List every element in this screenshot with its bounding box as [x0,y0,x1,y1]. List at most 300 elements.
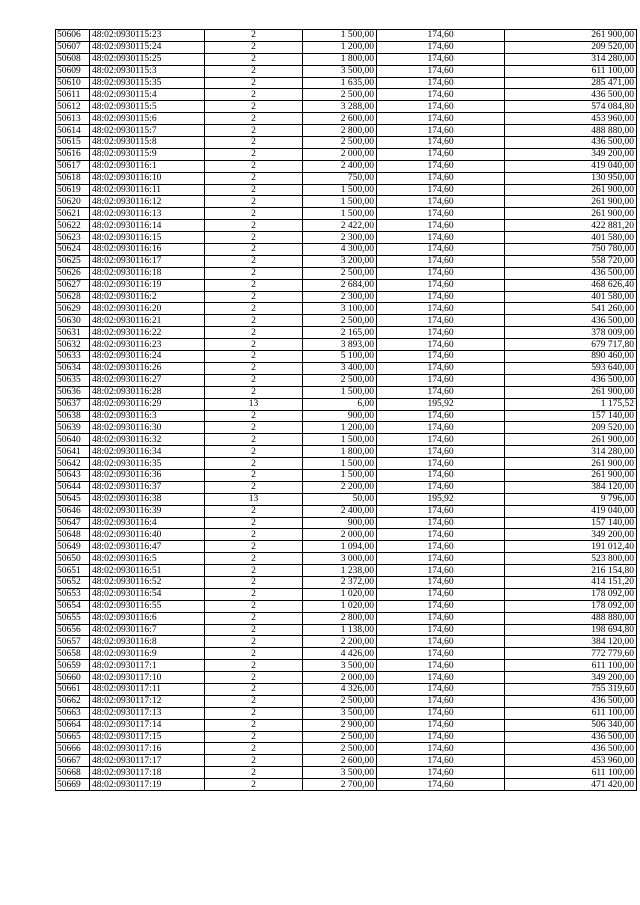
cadastral-number-cell: 48:02:0930115:24 [90,41,205,53]
table-row [56,565,637,577]
cadastral-value-cell: 419 040,00 [505,505,637,517]
specific-value-cell: 174,60 [377,220,505,232]
cadastral-value-cell: 436 500,00 [505,695,637,707]
area-cell: 1 500,00 [303,386,377,398]
area-cell: 900,00 [303,410,377,422]
cadastral-value-cell: 209 520,00 [505,422,637,434]
category-cell: 2 [205,755,303,767]
cadastral-value-cell: 349 200,00 [505,148,637,160]
table-row [56,148,637,160]
area-cell: 3 000,00 [303,553,377,565]
row-number-cell: 50661 [56,683,90,695]
table-row [56,255,637,267]
cadastral-number-cell: 48:02:0930116:15 [90,232,205,244]
row-number-cell: 50653 [56,588,90,600]
cadastral-number-cell: 48:02:0930116:35 [90,458,205,470]
cadastral-number-cell: 48:02:0930117:19 [90,779,205,791]
row-number-cell: 50641 [56,446,90,458]
table-row [56,410,637,422]
table-row [56,469,637,481]
category-cell: 2 [205,339,303,351]
table-row [56,648,637,660]
cadastral-value-cell: 178 092,00 [505,588,637,600]
cadastral-value-cell: 453 960,00 [505,113,637,125]
cadastral-value-cell: 541 260,00 [505,303,637,315]
table-row [56,434,637,446]
category-cell: 2 [205,779,303,791]
category-cell: 2 [205,53,303,65]
specific-value-cell: 174,60 [377,386,505,398]
area-cell: 2 800,00 [303,125,377,137]
table-row [56,244,637,256]
specific-value-cell: 174,60 [377,481,505,493]
category-cell: 2 [205,743,303,755]
cadastral-number-cell: 48:02:0930116:13 [90,208,205,220]
category-cell: 2 [205,315,303,327]
category-cell: 2 [205,767,303,779]
cadastral-number-cell: 48:02:0930116:29 [90,398,205,410]
specific-value-cell: 174,60 [377,565,505,577]
cadastral-number-cell: 48:02:0930115:3 [90,65,205,77]
specific-value-cell: 174,60 [377,125,505,137]
row-number-cell: 50610 [56,77,90,89]
row-number-cell: 50652 [56,576,90,588]
row-number-cell: 50633 [56,351,90,363]
category-cell: 2 [205,137,303,149]
specific-value-cell: 174,60 [377,779,505,791]
row-number-cell: 50606 [56,30,90,42]
specific-value-cell: 174,60 [377,351,505,363]
row-number-cell: 50627 [56,279,90,291]
category-cell: 2 [205,672,303,684]
table-row [56,89,637,101]
cadastral-number-cell: 48:02:0930116:1 [90,160,205,172]
cadastral-number-cell: 48:02:0930116:11 [90,184,205,196]
table-row [56,291,637,303]
category-cell: 2 [205,600,303,612]
table-row [56,600,637,612]
cadastral-number-cell: 48:02:0930116:8 [90,636,205,648]
cadastral-value-cell: 755 319,60 [505,683,637,695]
table-row [56,279,637,291]
row-number-cell: 50638 [56,410,90,422]
cadastral-number-cell: 48:02:0930116:47 [90,541,205,553]
cadastral-value-cell: 611 100,00 [505,767,637,779]
cadastral-number-cell: 48:02:0930116:2 [90,291,205,303]
specific-value-cell: 174,60 [377,77,505,89]
area-cell: 2 000,00 [303,148,377,160]
category-cell: 2 [205,624,303,636]
cadastral-value-cell: 9 796,00 [505,493,637,505]
cadastral-number-cell: 48:02:0930116:52 [90,576,205,588]
cadastral-number-cell: 48:02:0930116:6 [90,612,205,624]
specific-value-cell: 174,60 [377,303,505,315]
table-row [56,541,637,553]
cadastral-number-cell: 48:02:0930115:9 [90,148,205,160]
category-cell: 2 [205,481,303,493]
cadastral-number-cell: 48:02:0930116:38 [90,493,205,505]
cadastral-number-cell: 48:02:0930115:7 [90,125,205,137]
category-cell: 2 [205,208,303,220]
category-cell: 13 [205,493,303,505]
cadastral-number-cell: 48:02:0930116:34 [90,446,205,458]
category-cell: 2 [205,517,303,529]
row-number-cell: 50615 [56,137,90,149]
row-number-cell: 50629 [56,303,90,315]
table-row [56,327,637,339]
area-cell: 2 500,00 [303,731,377,743]
table-row [56,660,637,672]
specific-value-cell: 174,60 [377,719,505,731]
category-cell: 2 [205,469,303,481]
table-row [56,53,637,65]
area-cell: 1 020,00 [303,600,377,612]
table-row [56,339,637,351]
area-cell: 2 000,00 [303,529,377,541]
area-cell: 3 288,00 [303,101,377,113]
table-row [56,767,637,779]
category-cell: 2 [205,576,303,588]
area-cell: 2 500,00 [303,374,377,386]
cadastral-value-cell: 1 175,52 [505,398,637,410]
cadastral-value-cell: 488 880,00 [505,125,637,137]
cadastral-value-cell: 178 092,00 [505,600,637,612]
area-cell: 2 600,00 [303,113,377,125]
specific-value-cell: 174,60 [377,469,505,481]
cadastral-value-cell: 261 900,00 [505,208,637,220]
cadastral-value-cell: 349 200,00 [505,672,637,684]
category-cell: 2 [205,255,303,267]
row-number-cell: 50620 [56,196,90,208]
specific-value-cell: 174,60 [377,672,505,684]
cadastral-value-cell: 471 420,00 [505,779,637,791]
cadastral-value-cell: 261 900,00 [505,434,637,446]
area-cell: 2 200,00 [303,481,377,493]
cadastral-number-cell: 48:02:0930115:35 [90,77,205,89]
cadastral-value-cell: 422 881,20 [505,220,637,232]
row-number-cell: 50640 [56,434,90,446]
area-cell: 750,00 [303,172,377,184]
area-cell: 2 165,00 [303,327,377,339]
cadastral-value-cell: 401 580,00 [505,232,637,244]
row-number-cell: 50643 [56,469,90,481]
category-cell: 2 [205,588,303,600]
row-number-cell: 50656 [56,624,90,636]
row-number-cell: 50646 [56,505,90,517]
area-cell: 3 500,00 [303,767,377,779]
cadastral-value-cell: 384 120,00 [505,481,637,493]
category-cell: 2 [205,327,303,339]
table-row [56,493,637,505]
area-cell: 2 500,00 [303,267,377,279]
category-cell: 2 [205,719,303,731]
row-number-cell: 50655 [56,612,90,624]
row-number-cell: 50644 [56,481,90,493]
table-row [56,160,637,172]
specific-value-cell: 174,60 [377,113,505,125]
cadastral-value-cell: 419 040,00 [505,160,637,172]
area-cell: 2 500,00 [303,89,377,101]
table-row [56,731,637,743]
cadastral-number-cell: 48:02:0930116:32 [90,434,205,446]
specific-value-cell: 174,60 [377,695,505,707]
area-cell: 2 200,00 [303,636,377,648]
cadastral-value-cell: 261 900,00 [505,196,637,208]
category-cell: 2 [205,648,303,660]
table-row [56,624,637,636]
cadastral-value-cell: 261 900,00 [505,30,637,42]
specific-value-cell: 174,60 [377,624,505,636]
area-cell: 2 900,00 [303,719,377,731]
cadastral-value-cell: 191 012,40 [505,541,637,553]
specific-value-cell: 174,60 [377,327,505,339]
specific-value-cell: 174,60 [377,517,505,529]
cadastral-value-cell: 468 626,40 [505,279,637,291]
table-row [56,398,637,410]
specific-value-cell: 174,60 [377,89,505,101]
specific-value-cell: 174,60 [377,612,505,624]
cadastral-number-cell: 48:02:0930116:21 [90,315,205,327]
cadastral-value-cell: 611 100,00 [505,65,637,77]
row-number-cell: 50669 [56,779,90,791]
specific-value-cell: 174,60 [377,434,505,446]
specific-value-cell: 174,60 [377,232,505,244]
area-cell: 4 426,00 [303,648,377,660]
area-cell: 1 635,00 [303,77,377,89]
table-row [56,303,637,315]
area-cell: 3 400,00 [303,362,377,374]
category-cell: 2 [205,101,303,113]
category-cell: 2 [205,660,303,672]
table-row [56,220,637,232]
area-cell: 50,00 [303,493,377,505]
cadastral-number-cell: 48:02:0930116:3 [90,410,205,422]
cadastral-value-cell: 558 720,00 [505,255,637,267]
row-number-cell: 50632 [56,339,90,351]
specific-value-cell: 174,60 [377,362,505,374]
area-cell: 1 500,00 [303,184,377,196]
row-number-cell: 50667 [56,755,90,767]
cadastral-number-cell: 48:02:0930116:55 [90,600,205,612]
category-cell: 2 [205,565,303,577]
cadastral-number-cell: 48:02:0930116:5 [90,553,205,565]
area-cell: 1 500,00 [303,434,377,446]
cadastral-value-cell: 890 460,00 [505,351,637,363]
table-row [56,208,637,220]
category-cell: 2 [205,351,303,363]
table-row [56,77,637,89]
table-row [56,362,637,374]
cadastral-value-cell: 750 780,00 [505,244,637,256]
category-cell: 2 [205,612,303,624]
specific-value-cell: 174,60 [377,707,505,719]
specific-value-cell: 174,60 [377,30,505,42]
category-cell: 2 [205,386,303,398]
cadastral-value-cell: 436 500,00 [505,89,637,101]
area-cell: 2 500,00 [303,743,377,755]
row-number-cell: 50630 [56,315,90,327]
area-cell: 2 600,00 [303,755,377,767]
cadastral-number-cell: 48:02:0930116:23 [90,339,205,351]
row-number-cell: 50621 [56,208,90,220]
area-cell: 1 094,00 [303,541,377,553]
table-row [56,386,637,398]
cadastral-number-cell: 48:02:0930116:51 [90,565,205,577]
table-row [56,743,637,755]
cadastral-value-cell: 349 200,00 [505,529,637,541]
area-cell: 1 800,00 [303,446,377,458]
cadastral-number-cell: 48:02:0930116:12 [90,196,205,208]
area-cell: 2 500,00 [303,137,377,149]
area-cell: 6,00 [303,398,377,410]
specific-value-cell: 174,60 [377,160,505,172]
cadastral-value-cell: 157 140,00 [505,517,637,529]
table-row [56,315,637,327]
area-cell: 1 500,00 [303,30,377,42]
table-row [56,576,637,588]
area-cell: 2 400,00 [303,160,377,172]
cadastral-number-cell: 48:02:0930115:25 [90,53,205,65]
area-cell: 1 200,00 [303,422,377,434]
category-cell: 2 [205,30,303,42]
cadastral-value-cell: 314 280,00 [505,446,637,458]
row-number-cell: 50657 [56,636,90,648]
category-cell: 13 [205,398,303,410]
specific-value-cell: 174,60 [377,53,505,65]
specific-value-cell: 174,60 [377,65,505,77]
cadastral-value-cell: 488 880,00 [505,612,637,624]
row-number-cell: 50647 [56,517,90,529]
row-number-cell: 50651 [56,565,90,577]
area-cell: 3 500,00 [303,660,377,672]
category-cell: 2 [205,184,303,196]
table-row [56,101,637,113]
specific-value-cell: 174,60 [377,755,505,767]
category-cell: 2 [205,731,303,743]
cadastral-value-cell: 772 779,60 [505,648,637,660]
cadastral-number-cell: 48:02:0930116:24 [90,351,205,363]
cadastral-value-cell: 130 950,00 [505,172,637,184]
specific-value-cell: 174,60 [377,315,505,327]
cadastral-number-cell: 48:02:0930116:7 [90,624,205,636]
category-cell: 2 [205,541,303,553]
category-cell: 2 [205,553,303,565]
cadastral-value-cell: 314 280,00 [505,53,637,65]
specific-value-cell: 174,60 [377,588,505,600]
specific-value-cell: 174,60 [377,279,505,291]
row-number-cell: 50613 [56,113,90,125]
cadastral-value-cell: 436 500,00 [505,315,637,327]
specific-value-cell: 195,92 [377,398,505,410]
specific-value-cell: 174,60 [377,529,505,541]
cadastral-value-cell: 611 100,00 [505,707,637,719]
area-cell: 1 800,00 [303,53,377,65]
specific-value-cell: 174,60 [377,600,505,612]
table-row [56,481,637,493]
area-cell: 2 372,00 [303,576,377,588]
cadastral-value-cell: 523 800,00 [505,553,637,565]
row-number-cell: 50623 [56,232,90,244]
row-number-cell: 50611 [56,89,90,101]
specific-value-cell: 174,60 [377,422,505,434]
specific-value-cell: 174,60 [377,148,505,160]
table-row [56,65,637,77]
specific-value-cell: 174,60 [377,101,505,113]
cadastral-number-cell: 48:02:0930116:40 [90,529,205,541]
area-cell: 1 500,00 [303,469,377,481]
category-cell: 2 [205,41,303,53]
category-cell: 2 [205,89,303,101]
area-cell: 5 100,00 [303,351,377,363]
category-cell: 2 [205,267,303,279]
specific-value-cell: 174,60 [377,648,505,660]
cadastral-number-cell: 48:02:0930117:18 [90,767,205,779]
cadastral-number-cell: 48:02:0930116:17 [90,255,205,267]
table-row [56,196,637,208]
specific-value-cell: 174,60 [377,196,505,208]
area-cell: 4 300,00 [303,244,377,256]
area-cell: 4 326,00 [303,683,377,695]
category-cell: 2 [205,279,303,291]
cadastral-value-cell: 216 154,80 [505,565,637,577]
row-number-cell: 50666 [56,743,90,755]
cadastral-number-cell: 48:02:0930117:15 [90,731,205,743]
row-number-cell: 50660 [56,672,90,684]
row-number-cell: 50663 [56,707,90,719]
row-number-cell: 50645 [56,493,90,505]
category-cell: 2 [205,148,303,160]
row-number-cell: 50649 [56,541,90,553]
specific-value-cell: 174,60 [377,731,505,743]
row-number-cell: 50639 [56,422,90,434]
category-cell: 2 [205,683,303,695]
row-number-cell: 50654 [56,600,90,612]
cadastral-value-table [55,29,637,791]
area-cell: 2 300,00 [303,291,377,303]
row-number-cell: 50622 [56,220,90,232]
area-cell: 2 300,00 [303,232,377,244]
row-number-cell: 50636 [56,386,90,398]
category-cell: 2 [205,374,303,386]
area-cell: 1 200,00 [303,41,377,53]
cadastral-number-cell: 48:02:0930117:16 [90,743,205,755]
area-cell: 2 000,00 [303,672,377,684]
table-row [56,422,637,434]
specific-value-cell: 174,60 [377,541,505,553]
cadastral-value-cell: 209 520,00 [505,41,637,53]
cadastral-value-cell: 261 900,00 [505,184,637,196]
area-cell: 1 138,00 [303,624,377,636]
row-number-cell: 50631 [56,327,90,339]
category-cell: 2 [205,707,303,719]
cadastral-number-cell: 48:02:0930115:4 [90,89,205,101]
specific-value-cell: 174,60 [377,458,505,470]
cadastral-number-cell: 48:02:0930116:28 [90,386,205,398]
table-row [56,351,637,363]
table-row [56,719,637,731]
row-number-cell: 50614 [56,125,90,137]
table-row [56,125,637,137]
table-row [56,374,637,386]
category-cell: 2 [205,529,303,541]
specific-value-cell: 174,60 [377,41,505,53]
specific-value-cell: 174,60 [377,636,505,648]
cadastral-number-cell: 48:02:0930116:20 [90,303,205,315]
specific-value-cell: 174,60 [377,553,505,565]
cadastral-value-cell: 414 151,20 [505,576,637,588]
cadastral-number-cell: 48:02:0930117:12 [90,695,205,707]
table-row [56,707,637,719]
